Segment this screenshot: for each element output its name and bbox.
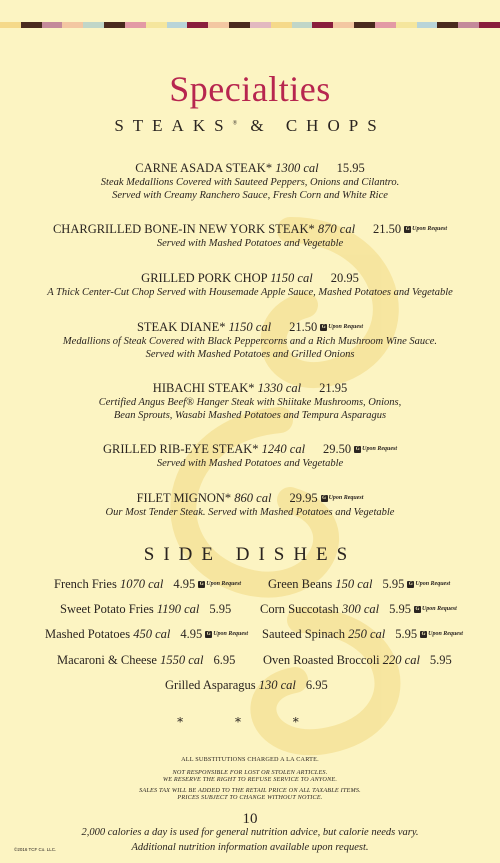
gluten-free-upon-request-badge: G Upon Request [407, 581, 450, 588]
item-description: Our Most Tender Steak. Served with Mashed Potatoes and Vegetable [105, 507, 395, 518]
item-description: Certified Angus Beef® Hanger Steak with Shiitake Mushrooms, Onions, [98, 397, 402, 408]
stripe-segment [167, 22, 188, 28]
stripe-segment [83, 22, 104, 28]
side-calories: 1070 cal [119, 577, 164, 591]
registered-mark: ® [232, 120, 238, 127]
side-price: 5.95 [209, 602, 232, 616]
item-name: STEAK DIANE* [136, 320, 226, 334]
stripe-segment [125, 22, 146, 28]
item-name: HIBACHI STEAK* [152, 381, 255, 395]
side-dish-item [268, 577, 450, 592]
side-calories: 1190 cal [156, 602, 200, 616]
item-header [0, 270, 500, 286]
page-number: 10 [242, 811, 258, 827]
stripe-segment [62, 22, 83, 28]
side-price: 6.95 [305, 678, 328, 692]
side-calories: 450 cal [133, 627, 171, 641]
menu-item [0, 270, 500, 299]
item-header [0, 319, 500, 335]
stripe-segment [479, 22, 500, 28]
side-name: Mashed Potatoes [45, 627, 131, 641]
menu-item [0, 380, 500, 422]
tax-note-1: SALES TAX WILL BE ADDED TO THE RETAIL PRICE ON ALL TAXABLE ITEMS. [139, 787, 361, 794]
stripe-segment [292, 22, 313, 28]
chops-label: & CHOPS [250, 116, 386, 135]
gluten-free-upon-request-badge: G Upon Request [198, 581, 241, 588]
stripe-segment [187, 22, 208, 28]
substitution-note: ALL SUBSTITUTIONS CHARGED A LA CARTE. [181, 756, 319, 763]
section-title-steaks [0, 116, 500, 136]
stripe-segment [0, 22, 21, 28]
item-description: Served with Creamy Ranchero Sauce, Fresh Corn and White Rice [112, 190, 388, 201]
responsibility-note-2: WE RESERVE THE RIGHT TO REFUSE SERVICE TO ANYONE. [162, 776, 338, 783]
side-price: 4.95 [173, 577, 196, 591]
item-header [0, 221, 500, 237]
item-header [0, 380, 500, 396]
stripe-segment [21, 22, 42, 28]
color-stripe [0, 22, 500, 28]
item-calories: 870 cal [317, 222, 356, 236]
item-price: 29.50 [323, 442, 352, 456]
gluten-free-upon-request-badge: G Upon Request [404, 221, 447, 237]
stripe-segment [208, 22, 229, 28]
item-header [0, 441, 500, 457]
side-dish-item [165, 678, 328, 693]
item-calories: 1300 cal [275, 161, 319, 175]
item-calories: 1150 cal [228, 320, 272, 334]
gluten-free-upon-request-badge: G Upon Request [420, 631, 463, 638]
side-calories: 150 cal [335, 577, 373, 591]
stripe-segment [354, 22, 375, 28]
item-name: GRILLED RIB-EYE STEAK* [102, 442, 259, 456]
tax-note-2: PRICES SUBJECT TO CHANGE WITHOUT NOTICE. [177, 794, 323, 801]
side-dish-item [57, 653, 235, 668]
gluten-free-upon-request-badge: G Upon Request [205, 631, 248, 638]
item-calories: 1240 cal [261, 442, 306, 456]
side-dish-item [260, 602, 457, 617]
stripe-segment [396, 22, 417, 28]
item-description: Steak Medallions Covered with Sauteed Peppers, Onions and Cilantro. [100, 177, 400, 188]
side-calories: 250 cal [348, 627, 386, 641]
stripe-segment [42, 22, 63, 28]
item-description: A Thick Center-Cut Chop Served with Housemade Apple Sauce, Mashed Potatoes and Vegetable [47, 287, 453, 298]
item-description: Bean Sprouts, Wasabi Mashed Potatoes and Tempura Asparagus [113, 410, 387, 421]
side-dish-item [60, 602, 231, 617]
stripe-segment [146, 22, 167, 28]
side-dish-item [45, 627, 248, 642]
divider-stars: * * * [177, 715, 323, 729]
item-price: 29.95 [289, 491, 318, 505]
stripe-segment [229, 22, 250, 28]
stripe-segment [437, 22, 458, 28]
item-calories: 860 cal [234, 491, 272, 505]
side-name: Green Beans [268, 577, 333, 591]
item-name: FILET MIGNON* [136, 491, 232, 505]
item-header [0, 160, 500, 176]
side-calories: 1550 cal [160, 653, 204, 667]
side-price: 5.95 [429, 653, 452, 667]
side-name: Macaroni & Cheese [57, 653, 157, 667]
item-header [0, 490, 500, 506]
side-name: Sweet Potato Fries [60, 602, 154, 616]
menu-item [0, 319, 500, 361]
stripe-segment [333, 22, 354, 28]
item-description: Served with Mashed Potatoes and Vegetable [156, 458, 344, 469]
stripe-segment [271, 22, 292, 28]
side-dish-item [262, 627, 463, 642]
gluten-free-upon-request-badge: G Upon Request [321, 490, 364, 506]
stripe-segment [417, 22, 438, 28]
side-dish-item [54, 577, 241, 592]
item-price: 20.95 [330, 271, 359, 285]
side-price: 4.95 [180, 627, 203, 641]
item-calories: 1330 cal [257, 381, 302, 395]
nutrition-info-note: Additional nutrition information available upon request. [131, 842, 369, 853]
menu-item [0, 160, 500, 202]
menu-item [0, 221, 500, 250]
gluten-free-upon-request-badge: G Upon Request [414, 606, 457, 613]
gluten-free-upon-request-badge: G Upon Request [320, 319, 363, 335]
item-name: CHARGRILLED BONE-IN NEW YORK STEAK* [52, 222, 315, 236]
copyright: ©2016 TCF Co. LLC. [14, 847, 57, 852]
item-description: Served with Mashed Potatoes and Vegetable [156, 238, 344, 249]
side-price: 5.95 [395, 627, 418, 641]
item-description: Served with Mashed Potatoes and Grilled Onions [145, 349, 355, 360]
side-name: Grilled Asparagus [165, 678, 256, 692]
section-title-sides: SIDE DISHES [143, 544, 357, 565]
stripe-segment [250, 22, 271, 28]
item-name: CARNE ASADA STEAK* [135, 161, 273, 175]
stripe-segment [458, 22, 479, 28]
item-name: GRILLED PORK CHOP [141, 271, 268, 285]
responsibility-note-1: NOT RESPONSIBLE FOR LOST OR STOLEN ARTICLES. [172, 769, 328, 776]
side-price: 5.95 [389, 602, 411, 616]
side-name: Oven Roasted Broccoli [263, 653, 380, 667]
steaks-label: STEAKS [114, 116, 233, 135]
side-calories: 130 cal [258, 678, 296, 692]
side-dish-item [263, 653, 452, 668]
item-price: 21.50 [373, 222, 402, 236]
side-calories: 220 cal [382, 653, 420, 667]
stripe-segment [312, 22, 333, 28]
item-calories: 1150 cal [270, 271, 313, 285]
side-name: Sauteed Spinach [262, 627, 345, 641]
stripe-segment [104, 22, 125, 28]
side-name: Corn Succotash [260, 602, 339, 616]
stripe-segment [375, 22, 396, 28]
page-title: Specialties [169, 69, 331, 109]
calorie-disclaimer: 2,000 calories a day is used for general nutrition advice, but calorie needs vary. [81, 827, 419, 838]
item-price: 15.95 [336, 161, 365, 175]
item-price: 21.95 [319, 381, 348, 395]
gluten-free-upon-request-badge: G Upon Request [354, 441, 397, 457]
item-description: Medallions of Steak Covered with Black Peppercorns and a Rich Mushroom Wine Sauce. [62, 336, 438, 347]
side-price: 6.95 [213, 653, 236, 667]
item-price: 21.50 [289, 320, 318, 334]
side-calories: 300 cal [341, 602, 380, 616]
menu-item [0, 490, 500, 519]
side-price: 5.95 [382, 577, 405, 591]
side-name: French Fries [54, 577, 117, 591]
menu-item [0, 441, 500, 470]
